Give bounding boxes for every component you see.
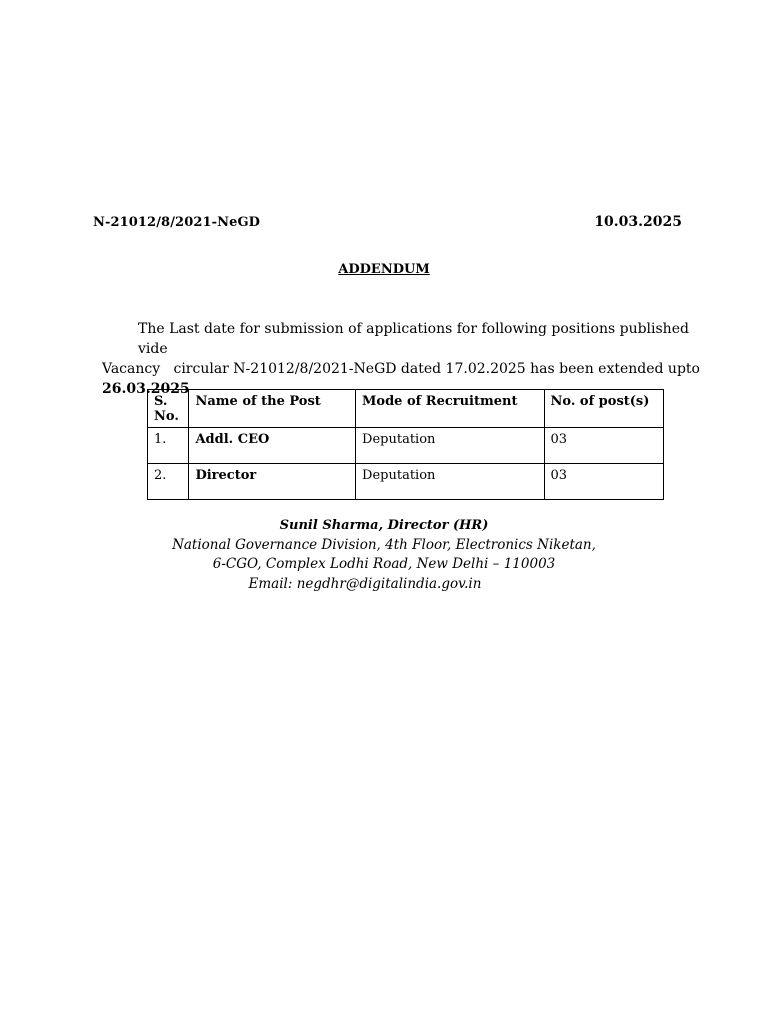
document-title: ADDENDUM xyxy=(338,262,430,277)
header-post-name: Name of the Post xyxy=(189,390,356,428)
table-row xyxy=(148,428,664,464)
extended-date: 26.03.2025 xyxy=(102,381,190,397)
cell-count: 03 xyxy=(544,428,663,464)
signature-block xyxy=(0,516,768,594)
contact-email: Email: negdhr@digitalindia.gov.in xyxy=(248,575,482,592)
body-line-2: Vacancy circular N-21012/8/2021-NeGD dated 17.02.2025 has been extended upto xyxy=(102,361,700,377)
document-date: 10.03.2025 xyxy=(594,214,682,230)
cell-count: 03 xyxy=(544,464,663,500)
table-row xyxy=(148,464,664,500)
header-sno: S. No. xyxy=(148,390,189,428)
cell-mode: Deputation xyxy=(356,428,544,464)
cell-post-name: Director xyxy=(189,464,356,500)
cell-sno: 1. xyxy=(148,428,189,464)
header-count: No. of post(s) xyxy=(544,390,663,428)
address-line-1: National Governance Division, 4th Floor, Electronics Niketan, xyxy=(172,536,596,553)
posts-table xyxy=(147,389,664,500)
address-line-2: 6-CGO, Complex Lodhi Road, New Delhi – 110003 xyxy=(212,556,556,572)
table-header-row xyxy=(148,390,664,428)
body-line-1: The Last date for submission of applications for following positions published vide xyxy=(138,321,689,357)
body-paragraph xyxy=(102,319,702,399)
signatory-name: Sunil Sharma, Director (HR) xyxy=(279,518,489,533)
cell-sno: 2. xyxy=(148,464,189,500)
header-mode: Mode of Recruitment xyxy=(356,390,544,428)
reference-number: N-21012/8/2021-NeGD xyxy=(93,215,261,230)
cell-mode: Deputation xyxy=(356,464,544,500)
cell-post-name: Addl. CEO xyxy=(189,428,356,464)
